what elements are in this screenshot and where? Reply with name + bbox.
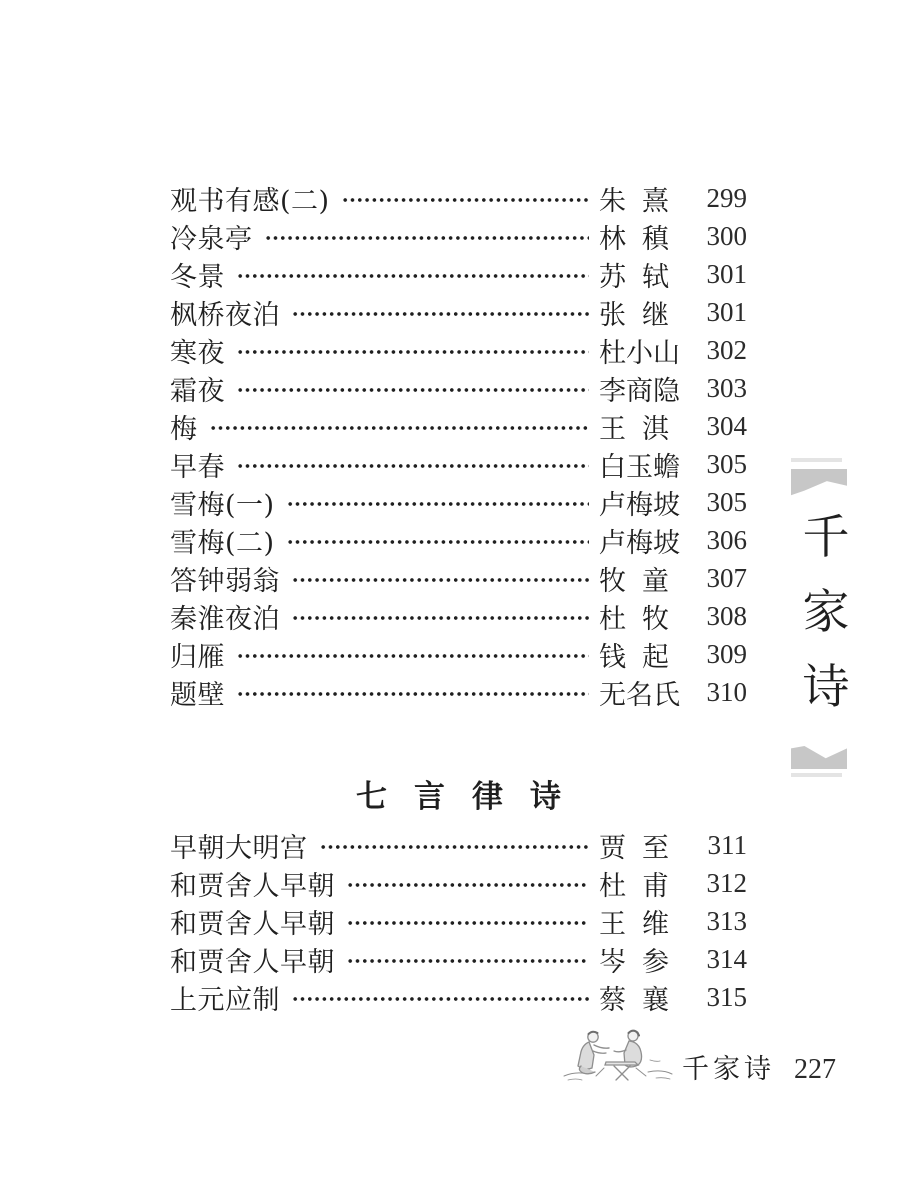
- toc-entry: [170, 826, 747, 864]
- edge-tab-ribbon-top-icon: [791, 469, 847, 496]
- dot-leader: [292, 995, 589, 1003]
- toc-entry: [170, 940, 747, 978]
- toc-entry: [170, 293, 747, 331]
- dot-leader: [237, 462, 589, 470]
- author-char: 蟾: [653, 451, 680, 483]
- page-number: 305: [706, 448, 747, 479]
- poem-author: [599, 597, 669, 636]
- poem-author: [599, 902, 669, 941]
- poem-title: 枫桥夜泊: [170, 299, 280, 331]
- author-char: 淇: [642, 413, 669, 445]
- poem-author: [599, 369, 680, 408]
- poem-author: [599, 293, 669, 332]
- section-header-qiyan-lvshi: 七言律诗: [356, 778, 588, 815]
- toc-entry: [170, 597, 747, 635]
- author-char: 小: [626, 337, 653, 369]
- page-number: 300: [706, 220, 747, 251]
- edge-tab-ribbon-bottom-icon: [791, 745, 847, 769]
- poem-title: 和贾舍人早朝: [170, 908, 335, 940]
- author-char: 白: [599, 451, 626, 483]
- poem-author: [599, 559, 669, 598]
- author-char: 轼: [642, 261, 669, 293]
- poem-title: 梅: [170, 413, 198, 445]
- toc-entry: [170, 635, 747, 673]
- dot-leader: [287, 500, 589, 508]
- author-char: 玉: [626, 451, 653, 483]
- author-char: 襄: [642, 984, 669, 1016]
- toc-entry: [170, 864, 747, 902]
- dot-leader: [292, 614, 589, 622]
- author-char: 梅: [626, 527, 653, 559]
- poem-title: 早春: [170, 451, 225, 483]
- poem-title: 冬景: [170, 261, 225, 293]
- page-number: 304: [706, 410, 747, 441]
- toc-entry: [170, 369, 747, 407]
- page-edge-tab: [791, 458, 851, 780]
- author-char: 继: [642, 299, 669, 331]
- edge-tab-book-title: [802, 500, 850, 725]
- toc-entry: [170, 483, 747, 521]
- poem-author: [599, 826, 669, 865]
- poem-title: 冷泉亭: [170, 223, 253, 255]
- page-number: 307: [706, 562, 747, 593]
- poem-author: [599, 978, 669, 1017]
- poem-title: 和贾舍人早朝: [170, 946, 335, 978]
- poem-title: 观书有感(二): [170, 185, 330, 217]
- two-figures-ink-sketch-icon: [560, 1026, 678, 1090]
- page-number: 302: [706, 334, 747, 365]
- author-char: 名: [626, 679, 653, 711]
- poem-title: 归雁: [170, 641, 225, 673]
- page-number: 308: [706, 600, 747, 631]
- poem-title: 霜夜: [170, 375, 225, 407]
- toc-entry: [170, 407, 747, 445]
- footer-book-title: 千家诗: [682, 1054, 775, 1085]
- author-char: 童: [642, 565, 669, 597]
- edge-tab-bar-top: [791, 458, 842, 462]
- author-char: 苏: [599, 261, 626, 293]
- author-char: 王: [599, 413, 626, 445]
- poem-title: 早朝大明宫: [170, 832, 308, 864]
- author-char: 张: [599, 299, 626, 331]
- poem-title: 和贾舍人早朝: [170, 870, 335, 902]
- poem-author: [599, 331, 680, 370]
- author-char: 牧: [599, 565, 626, 597]
- dot-leader: [237, 272, 589, 280]
- poem-author: [599, 179, 669, 218]
- dot-leader: [347, 919, 589, 927]
- author-char: 梅: [626, 489, 653, 521]
- dot-leader: [265, 234, 590, 242]
- edge-title-char: 诗: [802, 660, 850, 715]
- author-char: 山: [653, 337, 680, 369]
- poem-title: 雪梅(二): [170, 527, 275, 559]
- dot-leader: [347, 881, 589, 889]
- page-number: 314: [706, 943, 747, 974]
- author-char: 稹: [642, 223, 669, 255]
- toc-entry: [170, 331, 747, 369]
- author-char: 杜: [599, 337, 626, 369]
- author-char: 杜: [599, 603, 626, 635]
- author-char: 无: [599, 679, 626, 711]
- author-char: 卢: [599, 527, 626, 559]
- author-char: 杜: [599, 870, 626, 902]
- poem-author: [599, 673, 680, 712]
- footer-page-number: 227: [794, 1054, 836, 1085]
- toc-entry: [170, 902, 747, 940]
- page-number: 301: [706, 296, 747, 327]
- author-char: 牧: [642, 603, 669, 635]
- dot-leader: [342, 196, 589, 204]
- edge-tab-bar-bottom: [791, 773, 842, 777]
- dot-leader: [292, 310, 589, 318]
- author-char: 氏: [653, 679, 680, 711]
- poem-title: 雪梅(一): [170, 489, 275, 521]
- author-char: 王: [599, 908, 626, 940]
- poem-author: [599, 521, 680, 560]
- dot-leader: [292, 576, 589, 584]
- page-number: 313: [706, 905, 747, 936]
- author-char: 钱: [599, 641, 626, 673]
- page-number: 312: [706, 867, 747, 898]
- poem-title: 寒夜: [170, 337, 225, 369]
- author-char: 朱: [599, 185, 626, 217]
- author-char: 隐: [653, 375, 680, 407]
- poem-author: [599, 255, 669, 294]
- author-char: 卢: [599, 489, 626, 521]
- dot-leader: [237, 386, 589, 394]
- poem-title: 题壁: [170, 679, 225, 711]
- page-number: 311: [707, 829, 747, 860]
- author-char: 熹: [642, 185, 669, 217]
- author-char: 蔡: [599, 984, 626, 1016]
- running-footer: [682, 1047, 836, 1086]
- toc-entry: [170, 673, 747, 711]
- poem-author: [599, 445, 680, 484]
- toc-entry: [170, 978, 747, 1016]
- author-char: 坡: [653, 527, 680, 559]
- author-char: 商: [626, 375, 653, 407]
- toc-entry: [170, 255, 747, 293]
- author-char: 林: [599, 223, 626, 255]
- toc-entry: [170, 521, 747, 559]
- page-number: 305: [706, 486, 747, 517]
- dot-leader: [347, 957, 589, 965]
- poem-author: [599, 483, 680, 522]
- page-number: 315: [706, 981, 747, 1012]
- dot-leader: [237, 690, 589, 698]
- poem-author: [599, 635, 669, 674]
- page-number: 306: [706, 524, 747, 555]
- toc-entry: [170, 217, 747, 255]
- poem-title: 秦淮夜泊: [170, 603, 280, 635]
- toc-entry: [170, 559, 747, 597]
- author-char: 贾: [599, 832, 626, 864]
- poem-title: 上元应制: [170, 984, 280, 1016]
- toc-section-qiyan-lvshi: [170, 826, 747, 1016]
- toc-section-qiyan-jueju: [170, 179, 747, 711]
- author-char: 李: [599, 375, 626, 407]
- author-char: 坡: [653, 489, 680, 521]
- dot-leader: [287, 538, 589, 546]
- poem-author: [599, 940, 669, 979]
- dot-leader: [210, 424, 590, 432]
- author-char: 起: [642, 641, 669, 673]
- dot-leader: [237, 348, 589, 356]
- author-char: 参: [642, 946, 669, 978]
- page-number: 299: [706, 182, 747, 213]
- author-char: 甫: [642, 870, 669, 902]
- poem-title: 答钟弱翁: [170, 565, 280, 597]
- dot-leader: [320, 843, 590, 851]
- page-number: 310: [706, 676, 747, 707]
- toc-entry: [170, 179, 747, 217]
- poem-author: [599, 864, 669, 903]
- dot-leader: [237, 652, 589, 660]
- poem-author: [599, 217, 669, 256]
- page-number: 309: [706, 638, 747, 669]
- page-number: 303: [706, 372, 747, 403]
- page-number: 301: [706, 258, 747, 289]
- author-char: 至: [642, 832, 669, 864]
- poem-author: [599, 407, 669, 446]
- edge-title-char: 家: [802, 585, 850, 640]
- author-char: 岑: [599, 946, 626, 978]
- author-char: 维: [642, 908, 669, 940]
- toc-entry: [170, 445, 747, 483]
- edge-title-char: 千: [802, 510, 850, 565]
